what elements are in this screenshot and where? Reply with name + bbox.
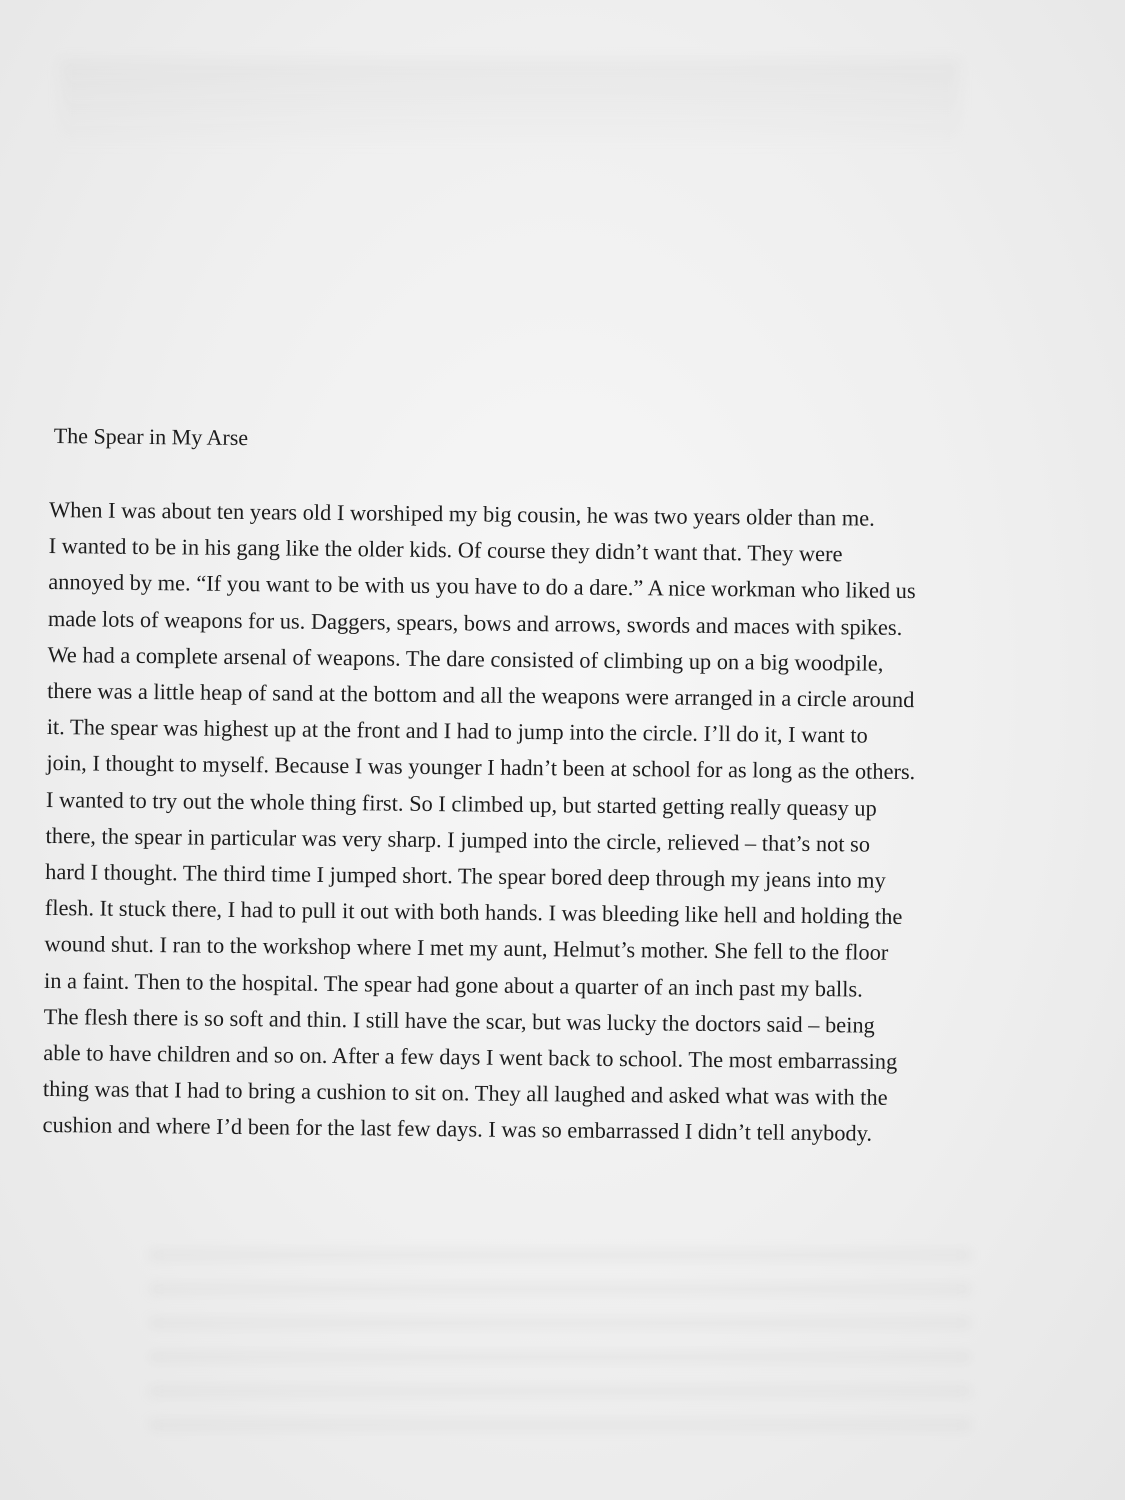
body-line: made lots of weapons for us. Daggers, spears, bows and arrows, swords and maces with spikes. bbox=[47, 605, 903, 640]
body-line: We had a complete arsenal of weapons. The dare consisted of climbing up on a big woodpile, bbox=[47, 641, 884, 676]
body-line: join, I thought to myself. Because I was younger I hadn’t been at school for as long as the others. bbox=[46, 750, 916, 785]
body-line: cushion and where I’d been for the last few days. I was so embarrassed I didn’t tell anybody. bbox=[42, 1112, 873, 1147]
body-line: annoyed by me. “If you want to be with us you have to do a dare.” A nice workman who liked us bbox=[48, 569, 916, 604]
story-body bbox=[42, 492, 1084, 1154]
show-through-bottom bbox=[150, 1250, 970, 1450]
story-text-block bbox=[42, 418, 1085, 1154]
body-line: The flesh there is so soft and thin. I still have the scar, but was lucky the doctors said – being bbox=[43, 1003, 875, 1038]
body-line: wound shut. I ran to the workshop where I met my aunt, Helmut’s mother. She fell to the floor bbox=[44, 931, 889, 966]
body-line: there, the spear in particular was very sharp. I jumped into the circle, relieved – that’s not so bbox=[45, 822, 871, 857]
body-line: it. The spear was highest up at the front and I had to jump into the circle. I’ll do it, I want to bbox=[46, 714, 868, 748]
body-line: thing was that I had to bring a cushion to sit on. They all laughed and asked what was with the bbox=[42, 1076, 888, 1111]
body-line: able to have children and so on. After a few days I went back to school. The most embarrassing bbox=[43, 1040, 898, 1074]
body-line: hard I thought. The third time I jumped short. The spear bored deep through my jeans into my bbox=[45, 859, 886, 893]
body-line: When I was about ten years old I worshiped my big cousin, he was two years older than me. bbox=[48, 496, 875, 531]
body-line: flesh. It stuck there, I had to pull it out with both hands. I was bleeding like hell and holding the bbox=[44, 895, 903, 930]
body-line: in a faint. Then to the hospital. The spear had gone about a quarter of an inch past my balls. bbox=[43, 967, 863, 1002]
body-line: I wanted to try out the whole thing first. So I climbed up, but started getting really queasy up bbox=[45, 786, 877, 821]
body-line: there was a little heap of sand at the bottom and all the weapons were arranged in a circle around bbox=[47, 678, 915, 713]
story-title: The Spear in My Arse bbox=[53, 423, 249, 451]
body-line: I wanted to be in his gang like the older kids. Of course they didn’t want that. They were bbox=[48, 533, 843, 567]
show-through-top bbox=[60, 60, 960, 150]
